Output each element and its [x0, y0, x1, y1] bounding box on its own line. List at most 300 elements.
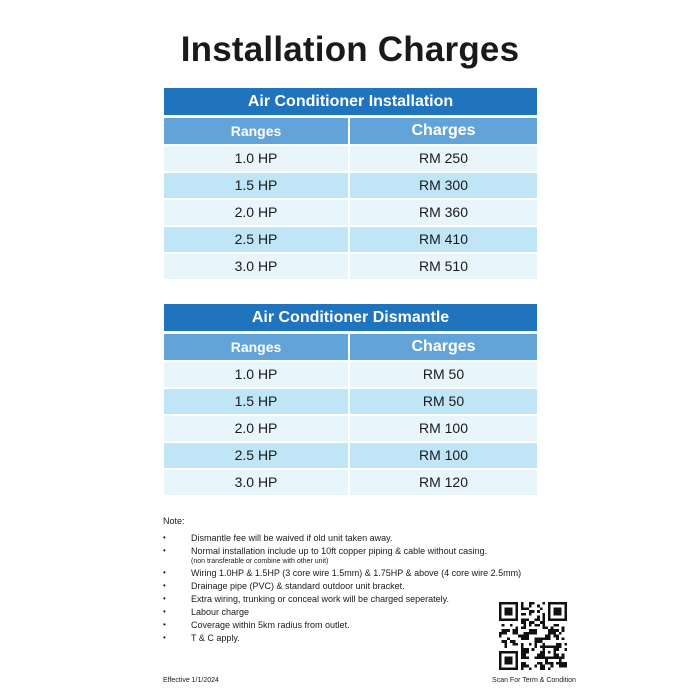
qr-module	[537, 624, 540, 627]
qr-module	[521, 605, 524, 608]
qr-module	[562, 665, 565, 668]
qr-module	[499, 662, 502, 665]
qr-module	[534, 665, 537, 668]
qr-module	[518, 635, 521, 638]
qr-module	[559, 665, 562, 668]
qr-module	[543, 643, 546, 646]
qr-module	[504, 607, 507, 610]
qr-module	[499, 618, 502, 621]
qr-module	[515, 651, 518, 654]
qr-module	[543, 648, 546, 651]
note-text: Extra wiring, trunking or conceal work will be charged seperately.	[191, 594, 449, 604]
qr-module	[510, 640, 513, 643]
qr-module	[540, 651, 543, 654]
qr-module	[515, 665, 518, 668]
qr-module	[499, 654, 502, 657]
range-cell: 3.0 HP	[164, 254, 348, 279]
qr-module	[556, 613, 559, 616]
qr-module	[521, 626, 524, 629]
qr-module	[526, 665, 529, 668]
qr-module	[553, 607, 556, 610]
qr-module	[534, 629, 537, 632]
bullet-icon: •	[163, 546, 166, 555]
qr-module	[553, 613, 556, 616]
installation-table-title: Air Conditioner Installation	[164, 88, 537, 115]
table-row	[164, 470, 537, 495]
qr-module	[559, 632, 562, 635]
qr-module	[499, 632, 502, 635]
range-cell: 2.0 HP	[164, 200, 348, 225]
qr-module	[529, 605, 532, 608]
qr-module	[551, 656, 554, 659]
qr-module	[556, 648, 559, 651]
qr-module	[543, 646, 546, 649]
qr-module	[545, 656, 548, 659]
qr-module	[545, 626, 548, 629]
qr-module	[564, 607, 567, 610]
qr-module	[559, 607, 562, 610]
qr-module	[526, 656, 529, 659]
qr-module	[521, 648, 524, 651]
qr-module	[515, 613, 518, 616]
qr-module	[551, 618, 554, 621]
qr-module	[502, 667, 505, 670]
qr-module	[526, 618, 529, 621]
qr-module	[526, 632, 529, 635]
qr-module	[559, 602, 562, 605]
qr-module	[548, 646, 551, 649]
qr-module	[515, 602, 518, 605]
qr-module	[543, 602, 546, 605]
qr-module	[534, 632, 537, 635]
qr-module	[534, 656, 537, 659]
ranges-header: Ranges	[164, 334, 348, 360]
bullet-icon: •	[163, 594, 166, 603]
qr-module	[499, 602, 502, 605]
qr-module	[548, 635, 551, 638]
qr-module	[545, 637, 548, 640]
qr-module	[556, 618, 559, 621]
qr-module	[551, 626, 554, 629]
qr-module	[499, 667, 502, 670]
qr-module	[548, 656, 551, 659]
qr-module	[556, 646, 559, 649]
qr-module	[504, 632, 507, 635]
qr-module	[499, 610, 502, 613]
note-text: Labour charge	[191, 607, 250, 617]
qr-module	[556, 624, 559, 627]
qr-module	[559, 656, 562, 659]
qr-module	[510, 667, 513, 670]
qr-module	[534, 637, 537, 640]
qr-module	[545, 646, 548, 649]
qr-module	[504, 643, 507, 646]
range-cell: 3.0 HP	[164, 470, 348, 495]
charge-cell: RM 50	[350, 362, 537, 387]
note-text: Normal installation include up to 10ft copper piping & cable without casing.	[191, 546, 488, 556]
qr-module	[507, 656, 510, 659]
qr-module	[553, 618, 556, 621]
qr-module	[537, 656, 540, 659]
qr-module	[521, 637, 524, 640]
dismantle-table-title: Air Conditioner Dismantle	[164, 304, 537, 331]
qr-module	[513, 640, 516, 643]
qr-module	[559, 662, 562, 665]
qr-module	[540, 607, 543, 610]
qr-module	[562, 629, 565, 632]
qr-module	[526, 607, 529, 610]
qr-module	[543, 613, 546, 616]
qr-module	[548, 618, 551, 621]
qr-module	[562, 654, 565, 657]
qr-module	[515, 632, 518, 635]
qr-module	[532, 610, 535, 613]
qr-module	[521, 651, 524, 654]
qr-module	[559, 643, 562, 646]
qr-module	[553, 624, 556, 627]
qr-module	[540, 640, 543, 643]
qr-module	[540, 656, 543, 659]
qr-module	[526, 635, 529, 638]
table-row	[164, 254, 537, 279]
qr-module	[553, 632, 556, 635]
qr-module	[507, 659, 510, 662]
qr-module	[515, 610, 518, 613]
range-cell: 1.0 HP	[164, 146, 348, 171]
qr-module	[564, 610, 567, 613]
qr-module	[556, 662, 559, 665]
qr-module	[537, 610, 540, 613]
qr-module	[523, 618, 526, 621]
qr-module	[523, 662, 526, 665]
qr-module	[564, 618, 567, 621]
qr-module	[502, 624, 505, 627]
charge-cell: RM 50	[350, 389, 537, 414]
qr-module	[510, 659, 513, 662]
qr-module	[532, 629, 535, 632]
qr-module	[504, 667, 507, 670]
qr-module	[564, 665, 567, 668]
qr-module	[543, 621, 546, 624]
qr-module	[523, 637, 526, 640]
bullet-icon: •	[163, 533, 166, 542]
qr-module	[510, 610, 513, 613]
note-subtext: (non transferable or combine with other unit)	[191, 558, 329, 565]
bullet-icon: •	[163, 568, 166, 577]
qr-module	[548, 629, 551, 632]
qr-module	[499, 605, 502, 608]
qr-module	[548, 632, 551, 635]
range-cell: 1.5 HP	[164, 173, 348, 198]
dismantle-table-header	[164, 334, 537, 360]
qr-module	[551, 629, 554, 632]
table-row	[164, 389, 537, 414]
qr-module	[532, 648, 535, 651]
qr-module	[534, 640, 537, 643]
qr-module	[502, 618, 505, 621]
qr-module	[532, 621, 535, 624]
qr-module	[543, 616, 546, 619]
qr-module	[537, 654, 540, 657]
table-row	[164, 362, 537, 387]
qr-module	[523, 635, 526, 638]
qr-module	[529, 632, 532, 635]
range-cell: 2.5 HP	[164, 443, 348, 468]
qr-module	[523, 651, 526, 654]
qr-module	[564, 602, 567, 605]
qr-module	[543, 651, 546, 654]
qr-module	[540, 665, 543, 668]
qr-module	[562, 626, 565, 629]
qr-module	[529, 621, 532, 624]
qr-module	[548, 662, 551, 665]
charge-cell: RM 510	[350, 254, 537, 279]
qr-module	[510, 651, 513, 654]
charge-cell: RM 120	[350, 470, 537, 495]
qr-module	[559, 610, 562, 613]
qr-module	[540, 667, 543, 670]
qr-module	[551, 646, 554, 649]
qr-module	[502, 629, 505, 632]
qr-module	[529, 643, 532, 646]
qr-module	[537, 637, 540, 640]
qr-module	[510, 613, 513, 616]
qr-module	[504, 656, 507, 659]
qr-module	[529, 602, 532, 605]
qr-module	[553, 635, 556, 638]
qr-module	[523, 654, 526, 657]
qr-module	[548, 610, 551, 613]
qr-module	[548, 637, 551, 640]
qr-module	[521, 646, 524, 649]
qr-module	[553, 610, 556, 613]
qr-module	[540, 637, 543, 640]
qr-module	[510, 602, 513, 605]
bullet-icon: •	[163, 633, 166, 642]
qr-module	[556, 654, 559, 657]
qr-module	[513, 629, 516, 632]
qr-module	[556, 607, 559, 610]
qr-module	[502, 632, 505, 635]
qr-caption: Scan For Term & Condition	[492, 677, 576, 684]
qr-module	[537, 616, 540, 619]
qr-module	[499, 651, 502, 654]
range-cell: 1.5 HP	[164, 389, 348, 414]
bullet-icon: •	[163, 607, 166, 616]
qr-module	[543, 626, 546, 629]
qr-module	[548, 605, 551, 608]
qr-module	[548, 607, 551, 610]
qr-module	[510, 656, 513, 659]
qr-module	[543, 624, 546, 627]
qr-module	[553, 651, 556, 654]
qr-module	[515, 618, 518, 621]
qr-module	[515, 607, 518, 610]
qr-module	[564, 643, 567, 646]
qr-module	[553, 602, 556, 605]
qr-module	[515, 654, 518, 657]
qr-module	[562, 662, 565, 665]
qr-module	[543, 637, 546, 640]
charge-cell: RM 100	[350, 416, 537, 441]
qr-module	[510, 607, 513, 610]
qr-module	[559, 646, 562, 649]
qr-module	[540, 662, 543, 665]
qr-module	[529, 610, 532, 613]
qr-module	[502, 640, 505, 643]
qr-module	[545, 635, 548, 638]
note-text: Coverage within 5km radius from outlet.	[191, 620, 350, 630]
qr-module	[556, 610, 559, 613]
qr-module	[521, 635, 524, 638]
qr-module	[529, 629, 532, 632]
qr-module	[513, 618, 516, 621]
qr-module	[504, 640, 507, 643]
qr-module	[523, 626, 526, 629]
qr-module	[523, 624, 526, 627]
page-title: Installation Charges	[180, 30, 520, 69]
qr-module	[548, 651, 551, 654]
qr-module	[507, 637, 510, 640]
qr-code-icon[interactable]	[499, 602, 567, 670]
qr-module	[515, 662, 518, 665]
qr-module	[507, 613, 510, 616]
qr-module	[507, 662, 510, 665]
qr-module	[513, 643, 516, 646]
qr-module	[515, 616, 518, 619]
qr-module	[507, 602, 510, 605]
effective-date: Effective 1/1/2024	[163, 677, 219, 684]
qr-module	[504, 618, 507, 621]
qr-module	[556, 602, 559, 605]
qr-module	[523, 665, 526, 668]
qr-module	[504, 651, 507, 654]
qr-module	[526, 648, 529, 651]
qr-module	[515, 629, 518, 632]
qr-module	[534, 624, 537, 627]
qr-module	[537, 605, 540, 608]
qr-module	[507, 629, 510, 632]
table-row	[164, 200, 537, 225]
qr-module	[540, 621, 543, 624]
qr-module	[556, 629, 559, 632]
qr-module	[521, 613, 524, 616]
qr-module	[523, 632, 526, 635]
qr-module	[564, 662, 567, 665]
qr-module	[499, 665, 502, 668]
qr-module	[545, 662, 548, 665]
qr-module	[513, 632, 516, 635]
qr-module	[521, 665, 524, 668]
qr-module	[543, 667, 546, 670]
qr-module	[534, 618, 537, 621]
qr-module	[523, 648, 526, 651]
qr-module	[521, 654, 524, 657]
charges-header: Charges	[350, 118, 537, 144]
qr-module	[537, 640, 540, 643]
qr-module	[521, 607, 524, 610]
notes-label: Note:	[163, 516, 185, 526]
qr-module	[515, 643, 518, 646]
qr-module	[521, 618, 524, 621]
qr-module	[502, 602, 505, 605]
qr-module	[545, 659, 548, 662]
qr-module	[502, 651, 505, 654]
qr-module	[556, 637, 559, 640]
qr-module	[548, 613, 551, 616]
bullet-icon: •	[163, 620, 166, 629]
qr-module	[504, 659, 507, 662]
qr-module	[507, 667, 510, 670]
charge-cell: RM 300	[350, 173, 537, 198]
qr-module	[504, 646, 507, 649]
qr-module	[507, 610, 510, 613]
qr-module	[513, 651, 516, 654]
qr-module	[556, 656, 559, 659]
qr-module	[529, 667, 532, 670]
qr-module	[504, 662, 507, 665]
qr-module	[551, 665, 554, 668]
qr-module	[507, 618, 510, 621]
qr-module	[532, 632, 535, 635]
qr-module	[507, 651, 510, 654]
note-text: Dismantle fee will be waived if old unit taken away.	[191, 533, 393, 543]
charge-cell: RM 360	[350, 200, 537, 225]
range-cell: 2.0 HP	[164, 416, 348, 441]
qr-module	[564, 613, 567, 616]
qr-module	[513, 602, 516, 605]
note-text: Wiring 1.0HP & 1.5HP (3 core wire 1.5mm) & 1.75HP & above (4 core wire 2.5mm)	[191, 568, 522, 578]
qr-module	[499, 616, 502, 619]
charge-cell: RM 410	[350, 227, 537, 252]
charge-cell: RM 100	[350, 443, 537, 468]
qr-module	[515, 626, 518, 629]
qr-module	[562, 656, 565, 659]
qr-module	[543, 618, 546, 621]
qr-module	[540, 654, 543, 657]
qr-module	[521, 643, 524, 646]
qr-module	[504, 602, 507, 605]
qr-module	[510, 624, 513, 627]
qr-module	[553, 629, 556, 632]
qr-module	[504, 610, 507, 613]
range-cell: 2.5 HP	[164, 227, 348, 252]
installation-table	[164, 88, 537, 279]
note-item	[163, 580, 563, 592]
qr-module	[510, 618, 513, 621]
qr-module	[556, 635, 559, 638]
ranges-header: Ranges	[164, 118, 348, 144]
qr-module	[507, 607, 510, 610]
qr-module	[551, 602, 554, 605]
qr-module	[515, 667, 518, 670]
qr-module	[523, 656, 526, 659]
qr-module	[537, 662, 540, 665]
qr-module	[499, 656, 502, 659]
qr-module	[523, 613, 526, 616]
qr-module	[534, 643, 537, 646]
qr-module	[504, 613, 507, 616]
qr-module	[515, 659, 518, 662]
qr-module	[551, 662, 554, 665]
qr-module	[534, 646, 537, 649]
qr-module	[564, 616, 567, 619]
qr-module	[521, 621, 524, 624]
qr-module	[499, 613, 502, 616]
table-row	[164, 416, 537, 441]
qr-module	[499, 607, 502, 610]
qr-module	[564, 605, 567, 608]
